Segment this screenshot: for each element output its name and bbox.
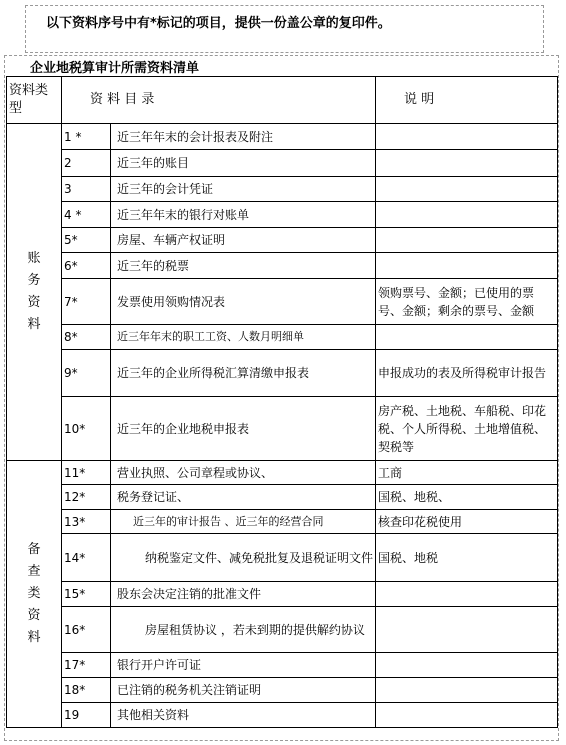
category-account-label: 账务资料 bbox=[27, 251, 41, 332]
row-item: 近三年年末的会计报表及附注 bbox=[111, 124, 376, 150]
instruction-note-box bbox=[25, 5, 544, 53]
row-number: 15* bbox=[62, 582, 111, 607]
row-number: 1 * bbox=[62, 124, 111, 150]
table-row bbox=[7, 653, 558, 678]
row-number: 6* bbox=[62, 253, 111, 279]
row-desc bbox=[376, 177, 558, 202]
table-row bbox=[7, 534, 558, 582]
row-desc bbox=[376, 253, 558, 279]
table-row bbox=[7, 350, 558, 397]
row-number: 12* bbox=[62, 485, 111, 510]
row-number: 3 bbox=[62, 177, 111, 202]
row-desc: 国税、地税、 bbox=[376, 485, 558, 510]
row-item: 近三年的企业地税申报表 bbox=[111, 397, 376, 461]
row-item: 房屋租赁协议 ，若未到期的提供解约协议 bbox=[111, 607, 376, 653]
row-desc: 领购票号、金额；已使用的票号、金额；剩余的票号、金额 bbox=[376, 279, 558, 325]
row-item: 银行开户许可证 bbox=[111, 653, 376, 678]
row-desc bbox=[376, 150, 558, 177]
table-row bbox=[7, 678, 558, 703]
row-desc bbox=[376, 202, 558, 228]
row-item: 股东会决定注销的批准文件 bbox=[111, 582, 376, 607]
table-row bbox=[7, 202, 558, 228]
row-number: 14* bbox=[62, 534, 111, 582]
row-desc bbox=[376, 124, 558, 150]
row-item: 近三年年末的银行对账单 bbox=[111, 202, 376, 228]
header-items: 资 料 目 录 bbox=[62, 77, 376, 124]
row-desc: 房产税、土地税、车船税、印花税、个人所得税、土地增值税、契税等 bbox=[376, 397, 558, 461]
table-row bbox=[7, 510, 558, 534]
header-desc: 说 明 bbox=[376, 77, 558, 124]
table-row bbox=[7, 485, 558, 510]
row-item: 已注销的税务机关注销证明 bbox=[111, 678, 376, 703]
category-reference bbox=[7, 461, 62, 728]
row-number: 13* bbox=[62, 510, 111, 534]
row-desc bbox=[376, 703, 558, 728]
table-header-row bbox=[7, 77, 558, 124]
row-item: 近三年的账目 bbox=[111, 150, 376, 177]
row-desc bbox=[376, 678, 558, 703]
table-row bbox=[7, 325, 558, 350]
table-row bbox=[7, 228, 558, 253]
row-item: 其他相关资料 bbox=[111, 703, 376, 728]
row-number: 4 * bbox=[62, 202, 111, 228]
row-desc: 核查印花税使用 bbox=[376, 510, 558, 534]
row-desc bbox=[376, 228, 558, 253]
row-number: 2 bbox=[62, 150, 111, 177]
row-number: 5* bbox=[62, 228, 111, 253]
table-row bbox=[7, 461, 558, 485]
row-number: 11* bbox=[62, 461, 111, 485]
list-title: 企业地税算审计所需资料清单 bbox=[30, 61, 200, 76]
table-row bbox=[7, 607, 558, 653]
row-number: 18* bbox=[62, 678, 111, 703]
table-row bbox=[7, 253, 558, 279]
table-row bbox=[7, 177, 558, 202]
header-type: 资料类型 bbox=[7, 77, 62, 124]
table-row bbox=[7, 279, 558, 325]
row-item: 营业执照、公司章程或协议、 bbox=[111, 461, 376, 485]
row-item: 纳税鉴定文件、减免税批复及退税证明文件 bbox=[111, 534, 376, 582]
row-item: 近三年的企业所得税汇算清缴申报表 bbox=[111, 350, 376, 397]
row-item: 近三年的会计凭证 bbox=[111, 177, 376, 202]
row-number: 7* bbox=[62, 279, 111, 325]
row-desc bbox=[376, 325, 558, 350]
row-item: 税务登记证、 bbox=[111, 485, 376, 510]
category-reference-label: 备查类资料 bbox=[27, 542, 41, 645]
row-number: 17* bbox=[62, 653, 111, 678]
instruction-note: 以下资料序号中有*标记的项目，提供一份盖公章的复印件。 bbox=[46, 16, 391, 31]
row-desc bbox=[376, 582, 558, 607]
row-number: 9* bbox=[62, 350, 111, 397]
table-row bbox=[7, 703, 558, 728]
table-row bbox=[7, 397, 558, 461]
row-item: 近三年的审计报告 、近三年的经营合同 bbox=[111, 510, 376, 534]
table-row bbox=[7, 582, 558, 607]
row-desc bbox=[376, 653, 558, 678]
row-item: 发票使用领购情况表 bbox=[111, 279, 376, 325]
row-desc bbox=[376, 607, 558, 653]
row-desc: 工商 bbox=[376, 461, 558, 485]
row-item: 近三年年末的职工工资、人数月明细单 bbox=[111, 325, 376, 350]
row-desc: 国税、地税 bbox=[376, 534, 558, 582]
materials-table bbox=[6, 76, 558, 728]
row-item: 近三年的税票 bbox=[111, 253, 376, 279]
row-number: 16* bbox=[62, 607, 111, 653]
table-row bbox=[7, 124, 558, 150]
row-number: 8* bbox=[62, 325, 111, 350]
row-item: 房屋、车辆产权证明 bbox=[111, 228, 376, 253]
row-number: 19 bbox=[62, 703, 111, 728]
row-desc: 申报成功的表及所得税审计报告 bbox=[376, 350, 558, 397]
row-number: 10* bbox=[62, 397, 111, 461]
category-account bbox=[7, 124, 62, 461]
table-row bbox=[7, 150, 558, 177]
